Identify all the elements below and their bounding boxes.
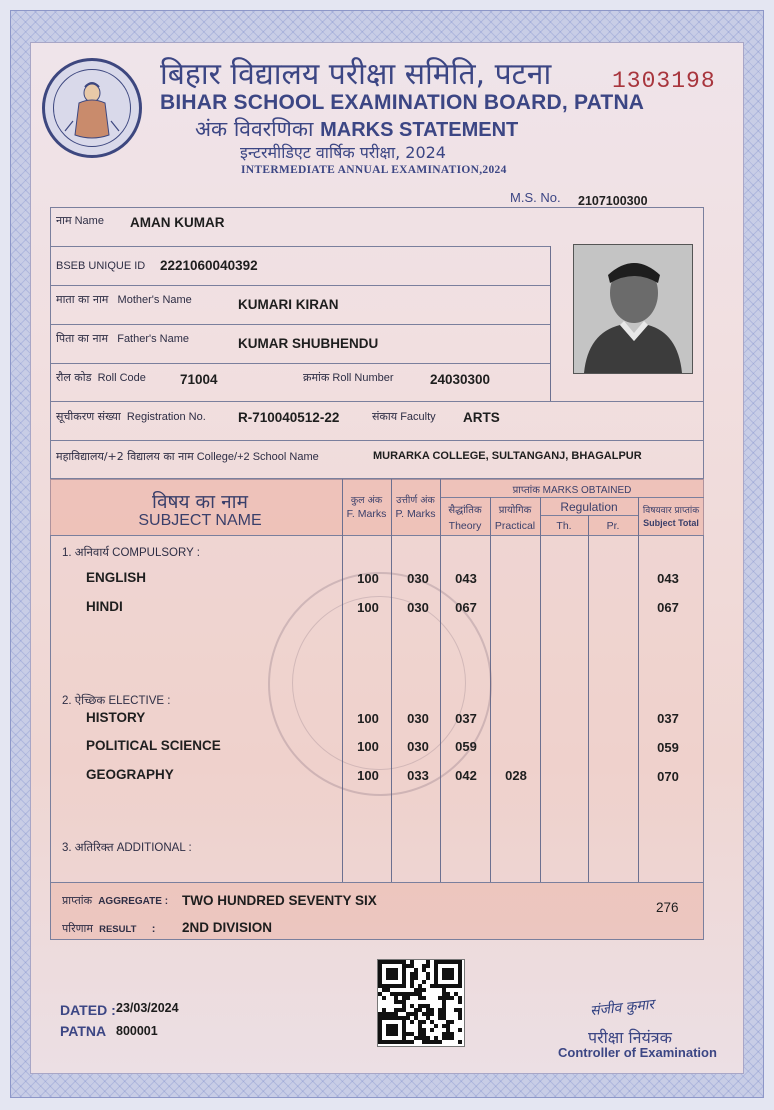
- pass-marks-header-hindi: उत्तीर्ण अंक: [396, 495, 435, 506]
- subject-name: HISTORY: [86, 710, 146, 725]
- father-name: KUMAR SHUBHENDU: [238, 336, 379, 351]
- practical-marks: 028: [505, 768, 527, 783]
- subject-total-header-hindi: विषयवार प्राप्तांक: [642, 506, 700, 516]
- statement-title-english: MARKS STATEMENT: [320, 119, 519, 141]
- theory-marks: 037: [455, 711, 477, 726]
- serial-number: 1303198: [612, 68, 716, 94]
- faculty-value: ARTS: [463, 410, 500, 425]
- subject-name: POLITICAL SCIENCE: [86, 738, 221, 753]
- full-marks-header: F. Marks: [346, 508, 387, 520]
- theory-header: Theory: [448, 520, 482, 532]
- pass-marks: 030: [407, 571, 429, 586]
- regulation-theory-header: Th.: [556, 520, 572, 532]
- subject-total: 059: [657, 740, 679, 755]
- compulsory-section-label: 1. अनिवार्य COMPULSORY :: [62, 547, 200, 559]
- student-photo: [573, 244, 693, 374]
- qr-code: [377, 959, 465, 1047]
- theory-header-hindi: सैद्धांतिक: [448, 505, 482, 516]
- full-marks: 100: [357, 768, 379, 783]
- college-label: महाविद्यालय/+2 विद्यालय का नाम College/+2 School Name: [56, 450, 319, 463]
- additional-section-label: 3. अतिरिक्त ADDITIONAL :: [62, 842, 192, 854]
- aggregate-total: 276: [656, 900, 679, 915]
- faculty-label: संकाय Faculty: [372, 410, 436, 423]
- registration-value: R-710040512-22: [238, 410, 340, 425]
- full-marks: 100: [357, 571, 379, 586]
- subject-total-header: Subject Total: [643, 518, 699, 528]
- statement-title: [195, 115, 518, 143]
- father-name-label: पिता का नाम Father's Name: [56, 332, 190, 345]
- practical-header-hindi: प्रायोगिक: [498, 505, 532, 516]
- aggregate-words: TWO HUNDRED SEVENTY SIX: [182, 893, 377, 908]
- roll-code-value: 71004: [180, 372, 218, 387]
- controller-signature: संजीव कुमार: [589, 996, 655, 1020]
- uid-label: BSEB UNIQUE ID: [56, 260, 146, 272]
- roll-number-value: 24030300: [430, 372, 491, 387]
- roll-number-label: क्रमांक Roll Number: [303, 371, 394, 384]
- place-label: PATNA: [60, 1023, 107, 1039]
- registration-label: सूचीकरण संख्या Registration No.: [56, 410, 206, 423]
- theory-marks: 042: [455, 768, 477, 783]
- subject-total: 037: [657, 711, 679, 726]
- result-value: 2ND DIVISION: [182, 920, 273, 935]
- exam-name-hindi: इन्टरमीडिएट वार्षिक परीक्षा, 2024: [240, 143, 446, 162]
- subject-name: ENGLISH: [86, 570, 147, 585]
- student-name: AMAN KUMAR: [130, 215, 225, 230]
- subject-total: 067: [657, 600, 679, 615]
- pass-marks: 033: [407, 768, 429, 783]
- result-label: परिणाम RESULT :: [62, 922, 156, 935]
- dated-value: 23/03/2024: [116, 1001, 179, 1015]
- ms-no-value: 2107100300: [578, 194, 648, 208]
- college-value: MURARKA COLLEGE, SULTANGANJ, BHAGALPUR: [373, 450, 642, 462]
- dated-label: DATED :: [60, 1002, 116, 1018]
- name-label: नाम Name: [56, 214, 104, 227]
- regulation-practical-header: Pr.: [606, 520, 620, 532]
- board-title-hindi: बिहार विद्यालय परीक्षा समिति, पटना: [160, 57, 552, 92]
- pass-marks-header: P. Marks: [395, 508, 436, 520]
- exam-name-english: INTERMEDIATE ANNUAL EXAMINATION,2024: [241, 164, 507, 176]
- subject-total: 043: [657, 571, 679, 586]
- subject-total: 070: [657, 769, 679, 784]
- full-marks: 100: [357, 711, 379, 726]
- board-seal-logo: [42, 58, 142, 158]
- ms-no-label: M.S. No.: [510, 190, 561, 205]
- subject-name: HINDI: [86, 599, 123, 614]
- statement-title-hindi: अंक विवरणिका: [195, 117, 314, 141]
- subject-header-hindi: विषय का नाम: [152, 491, 248, 513]
- regulation-header: Regulation: [560, 500, 618, 514]
- theory-marks: 067: [455, 600, 477, 615]
- mother-name-label: माता का नाम Mother's Name: [56, 293, 192, 306]
- place-value: 800001: [116, 1024, 158, 1038]
- roll-code-label: रौल कोड Roll Code: [56, 371, 146, 384]
- full-marks: 100: [357, 600, 379, 615]
- board-title-english: BIHAR SCHOOL EXAMINATION BOARD, PATNA: [160, 91, 645, 114]
- controller-title-english: Controller of Examination: [558, 1045, 717, 1060]
- practical-header: Practical: [494, 520, 536, 532]
- uid-value: 2221060040392: [160, 258, 258, 273]
- mother-name: KUMARI KIRAN: [238, 297, 339, 312]
- elective-section-label: 2. ऐच्छिक ELECTIVE :: [62, 695, 171, 707]
- marks-obtained-header: प्राप्तांक MARKS OBTAINED: [512, 485, 632, 496]
- full-marks-header-hindi: कुल अंक: [350, 495, 383, 506]
- controller-title-hindi: परीक्षा नियंत्रक: [588, 1028, 672, 1047]
- subject-name: GEOGRAPHY: [86, 767, 174, 782]
- theory-marks: 043: [455, 571, 477, 586]
- pass-marks: 030: [407, 600, 429, 615]
- pass-marks: 030: [407, 711, 429, 726]
- pass-marks: 030: [407, 739, 429, 754]
- subject-header-english: SUBJECT NAME: [138, 512, 262, 529]
- full-marks: 100: [357, 739, 379, 754]
- aggregate-label: प्राप्तांक AGGREGATE :: [62, 894, 169, 907]
- theory-marks: 059: [455, 739, 477, 754]
